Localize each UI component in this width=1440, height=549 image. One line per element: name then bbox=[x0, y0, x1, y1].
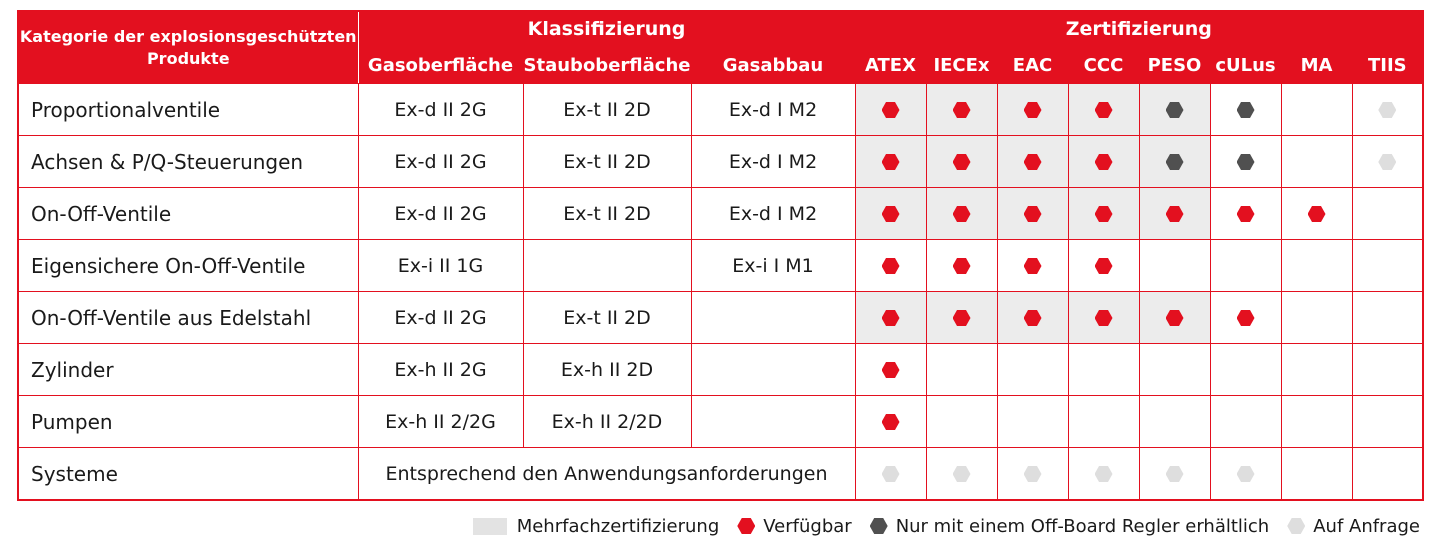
red-hexagon-icon bbox=[1237, 206, 1255, 222]
certification-cell bbox=[1210, 136, 1281, 188]
dark-grey-hexagon-icon bbox=[1237, 154, 1255, 170]
light-grey-hexagon-icon bbox=[953, 466, 971, 482]
red-hexagon-icon bbox=[882, 258, 900, 274]
certification-column-header: PESO bbox=[1139, 47, 1210, 84]
product-name: Pumpen bbox=[18, 396, 358, 448]
certification-cell bbox=[855, 344, 926, 396]
table-row bbox=[18, 448, 1423, 501]
product-name: On-Off-Ventile aus Edelstahl bbox=[18, 292, 358, 344]
red-hexagon-icon bbox=[882, 414, 900, 430]
certification-cell bbox=[1139, 344, 1210, 396]
table-row bbox=[18, 396, 1423, 448]
light-grey-hexagon-icon bbox=[1095, 466, 1113, 482]
classification-column-header: Gasoberfläche bbox=[358, 47, 523, 84]
red-hexagon-icon bbox=[737, 518, 755, 534]
light-grey-hexagon-icon bbox=[1166, 466, 1184, 482]
classification-group-header: Klassifizierung bbox=[358, 11, 855, 47]
certification-cell bbox=[855, 240, 926, 292]
legend-available bbox=[737, 516, 851, 537]
certification-matrix bbox=[17, 10, 1422, 501]
certification-column-header: ATEX bbox=[855, 47, 926, 84]
certification-cell bbox=[1210, 84, 1281, 136]
certification-cell bbox=[1210, 448, 1281, 501]
certification-cell bbox=[1210, 240, 1281, 292]
red-hexagon-icon bbox=[1024, 102, 1042, 118]
certification-cell bbox=[1068, 136, 1139, 188]
certification-cell bbox=[1068, 188, 1139, 240]
classification-dust-cell: Ex-t II 2D bbox=[523, 136, 691, 188]
classification-mining-cell bbox=[691, 344, 855, 396]
light-grey-hexagon-icon bbox=[1378, 154, 1396, 170]
certification-cell bbox=[997, 292, 1068, 344]
certification-cell bbox=[855, 292, 926, 344]
table-row bbox=[18, 136, 1423, 188]
red-hexagon-icon bbox=[1095, 258, 1113, 274]
classification-dust-cell: Ex-t II 2D bbox=[523, 84, 691, 136]
classification-mining-cell: Ex-d I M2 bbox=[691, 136, 855, 188]
classification-dust-cell: Ex-t II 2D bbox=[523, 292, 691, 344]
certification-cell bbox=[1068, 448, 1139, 501]
certification-cell bbox=[1210, 344, 1281, 396]
classification-gas-cell: Ex-i II 1G bbox=[358, 240, 523, 292]
certification-cell bbox=[1068, 84, 1139, 136]
certification-cell bbox=[1139, 448, 1210, 501]
multi-certification-swatch-icon bbox=[473, 518, 507, 535]
certification-cell bbox=[1139, 188, 1210, 240]
certification-column-header: CCC bbox=[1068, 47, 1139, 84]
red-hexagon-icon bbox=[953, 206, 971, 222]
classification-merged-cell: Entsprechend den Anwendungsanforderungen bbox=[358, 448, 855, 501]
certification-cell bbox=[997, 396, 1068, 448]
classification-mining-cell bbox=[691, 396, 855, 448]
red-hexagon-icon bbox=[1024, 206, 1042, 222]
table-row bbox=[18, 188, 1423, 240]
light-grey-hexagon-icon bbox=[882, 466, 900, 482]
classification-dust-cell: Ex-t II 2D bbox=[523, 188, 691, 240]
certification-cell bbox=[1210, 188, 1281, 240]
category-header: Kategorie der explosionsgeschützten Produkte bbox=[18, 11, 358, 84]
certification-cell bbox=[926, 344, 997, 396]
certification-cell bbox=[1352, 84, 1423, 136]
table-row bbox=[18, 84, 1423, 136]
certification-cell bbox=[1281, 84, 1352, 136]
certification-cell bbox=[997, 344, 1068, 396]
certification-cell bbox=[1139, 396, 1210, 448]
certification-cell bbox=[1068, 292, 1139, 344]
classification-gas-cell: Ex-d II 2G bbox=[358, 188, 523, 240]
certification-cell bbox=[997, 240, 1068, 292]
certification-column-header: EAC bbox=[997, 47, 1068, 84]
table-row bbox=[18, 240, 1423, 292]
certification-cell bbox=[1352, 292, 1423, 344]
table-row bbox=[18, 292, 1423, 344]
product-table bbox=[17, 10, 1424, 501]
red-hexagon-icon bbox=[1095, 154, 1113, 170]
classification-mining-cell bbox=[691, 292, 855, 344]
certification-column-header: TIIS bbox=[1352, 47, 1423, 84]
certification-cell bbox=[926, 292, 997, 344]
legend-available-label: Verfügbar bbox=[763, 515, 852, 537]
classification-mining-cell: Ex-i I M1 bbox=[691, 240, 855, 292]
certification-cell bbox=[1352, 344, 1423, 396]
certification-cell bbox=[926, 240, 997, 292]
red-hexagon-icon bbox=[1237, 310, 1255, 326]
certification-cell bbox=[997, 448, 1068, 501]
classification-gas-cell: Ex-d II 2G bbox=[358, 136, 523, 188]
light-grey-hexagon-icon bbox=[1287, 518, 1305, 534]
certification-cell bbox=[855, 188, 926, 240]
dark-grey-hexagon-icon bbox=[1237, 102, 1255, 118]
certification-cell bbox=[1281, 188, 1352, 240]
certification-cell bbox=[855, 396, 926, 448]
red-hexagon-icon bbox=[1024, 310, 1042, 326]
classification-gas-cell: Ex-d II 2G bbox=[358, 292, 523, 344]
certification-cell bbox=[855, 448, 926, 501]
certification-cell bbox=[997, 136, 1068, 188]
certification-column-header: cULus bbox=[1210, 47, 1281, 84]
classification-dust-cell bbox=[523, 240, 691, 292]
certification-column-header: IECEx bbox=[926, 47, 997, 84]
certification-cell bbox=[1281, 448, 1352, 501]
certification-cell bbox=[855, 84, 926, 136]
certification-cell bbox=[1139, 84, 1210, 136]
product-name: Achsen & P/Q-Steuerungen bbox=[18, 136, 358, 188]
certification-cell bbox=[926, 84, 997, 136]
red-hexagon-icon bbox=[1095, 102, 1113, 118]
certification-cell bbox=[997, 188, 1068, 240]
certification-cell bbox=[1068, 240, 1139, 292]
red-hexagon-icon bbox=[1024, 154, 1042, 170]
classification-dust-cell: Ex-h II 2/2D bbox=[523, 396, 691, 448]
red-hexagon-icon bbox=[882, 310, 900, 326]
certification-cell bbox=[1281, 344, 1352, 396]
legend-offboard bbox=[870, 516, 1270, 537]
classification-column-header: Gasabbau bbox=[691, 47, 855, 84]
certification-cell bbox=[1210, 292, 1281, 344]
red-hexagon-icon bbox=[953, 102, 971, 118]
certification-cell bbox=[855, 136, 926, 188]
certification-cell bbox=[926, 136, 997, 188]
certification-cell bbox=[1281, 240, 1352, 292]
classification-gas-cell: Ex-h II 2G bbox=[358, 344, 523, 396]
legend-multi bbox=[473, 516, 720, 537]
product-name: On-Off-Ventile bbox=[18, 188, 358, 240]
certification-cell bbox=[1210, 396, 1281, 448]
red-hexagon-icon bbox=[1095, 310, 1113, 326]
classification-mining-cell: Ex-d I M2 bbox=[691, 188, 855, 240]
light-grey-hexagon-icon bbox=[1024, 466, 1042, 482]
red-hexagon-icon bbox=[882, 206, 900, 222]
classification-gas-cell: Ex-d II 2G bbox=[358, 84, 523, 136]
legend-request bbox=[1287, 516, 1420, 537]
red-hexagon-icon bbox=[1024, 258, 1042, 274]
product-name: Zylinder bbox=[18, 344, 358, 396]
dark-grey-hexagon-icon bbox=[1166, 154, 1184, 170]
legend-multi-label: Mehrfachzertifizierung bbox=[516, 515, 720, 537]
classification-column-header: Stauboberfläche bbox=[523, 47, 691, 84]
certification-cell bbox=[1352, 448, 1423, 501]
legend-offboard-label: Nur mit einem Off-Board Regler erhältlich bbox=[895, 515, 1270, 537]
certification-cell bbox=[1139, 292, 1210, 344]
certification-cell bbox=[926, 448, 997, 501]
light-grey-hexagon-icon bbox=[1237, 466, 1255, 482]
certification-cell bbox=[1281, 136, 1352, 188]
product-name: Proportionalventile bbox=[18, 84, 358, 136]
red-hexagon-icon bbox=[882, 102, 900, 118]
classification-dust-cell: Ex-h II 2D bbox=[523, 344, 691, 396]
certification-cell bbox=[1139, 136, 1210, 188]
red-hexagon-icon bbox=[1166, 310, 1184, 326]
dark-grey-hexagon-icon bbox=[1166, 102, 1184, 118]
red-hexagon-icon bbox=[1166, 206, 1184, 222]
certification-cell bbox=[1352, 396, 1423, 448]
table-row bbox=[18, 344, 1423, 396]
certification-cell bbox=[1352, 136, 1423, 188]
light-grey-hexagon-icon bbox=[1378, 102, 1396, 118]
certification-column-header: MA bbox=[1281, 47, 1352, 84]
certification-cell bbox=[1068, 396, 1139, 448]
red-hexagon-icon bbox=[1095, 206, 1113, 222]
certification-cell bbox=[1281, 396, 1352, 448]
certification-cell bbox=[997, 84, 1068, 136]
certification-cell bbox=[1352, 240, 1423, 292]
certification-cell bbox=[926, 188, 997, 240]
certification-cell bbox=[1352, 188, 1423, 240]
product-name: Systeme bbox=[18, 448, 358, 501]
red-hexagon-icon bbox=[1308, 206, 1326, 222]
red-hexagon-icon bbox=[882, 154, 900, 170]
classification-mining-cell: Ex-d I M2 bbox=[691, 84, 855, 136]
red-hexagon-icon bbox=[953, 258, 971, 274]
certification-cell bbox=[1068, 344, 1139, 396]
red-hexagon-icon bbox=[953, 154, 971, 170]
red-hexagon-icon bbox=[882, 362, 900, 378]
certification-cell bbox=[926, 396, 997, 448]
certification-cell bbox=[1281, 292, 1352, 344]
dark-grey-hexagon-icon bbox=[870, 518, 888, 534]
red-hexagon-icon bbox=[953, 310, 971, 326]
classification-gas-cell: Ex-h II 2/2G bbox=[358, 396, 523, 448]
legend bbox=[455, 513, 1420, 539]
legend-request-label: Auf Anfrage bbox=[1313, 515, 1420, 537]
certification-group-header: Zertifizierung bbox=[855, 11, 1423, 47]
product-name: Eigensichere On-Off-Ventile bbox=[18, 240, 358, 292]
certification-cell bbox=[1139, 240, 1210, 292]
